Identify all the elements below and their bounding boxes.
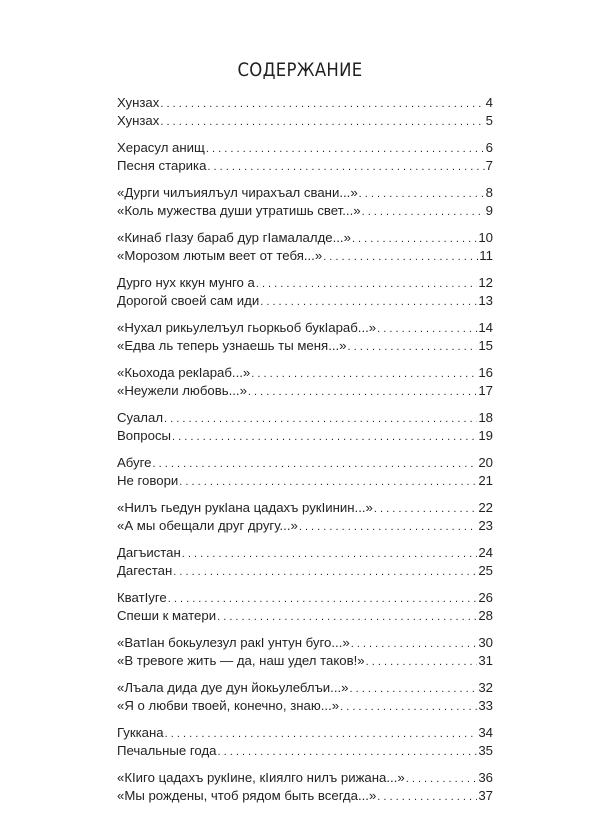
toc-group — [117, 724, 493, 760]
toc-entry[interactable] — [117, 517, 493, 535]
toc-group — [117, 679, 493, 715]
dot-leader — [248, 383, 477, 401]
dot-leader — [218, 743, 478, 761]
dot-leader — [377, 320, 477, 338]
toc-entry-title: «А мы обещали друг другу...» — [117, 518, 298, 533]
toc-entry-title: «Мы рождены, чтоб рядом быть всегда...» — [117, 788, 377, 803]
toc-entry-page-number: 36 — [478, 770, 493, 785]
toc-entry[interactable] — [117, 202, 493, 220]
dot-leader — [168, 590, 478, 608]
dot-leader — [207, 158, 484, 176]
dot-leader — [260, 293, 477, 311]
toc-entry-title: «Я о любви твоей, конечно, знаю...» — [117, 698, 340, 713]
toc-entry-page-number: 30 — [478, 635, 493, 650]
toc-entry-page-number: 9 — [485, 203, 493, 218]
toc-entry-title: «Дурги чилъиялъул чирахъал свани...» — [117, 185, 358, 200]
toc-entry-page-number: 12 — [478, 275, 493, 290]
dot-leader — [406, 770, 478, 788]
toc-entry[interactable] — [117, 337, 493, 355]
toc-group — [117, 409, 493, 445]
toc-group — [117, 94, 493, 130]
toc-entry[interactable] — [117, 769, 493, 787]
toc-group — [117, 769, 493, 805]
toc-entry[interactable] — [117, 724, 493, 742]
dot-leader — [172, 428, 477, 446]
toc-entry-title: «Едва ль теперь узнаешь ты меня...» — [117, 338, 347, 353]
toc-entry[interactable] — [117, 562, 493, 580]
toc-entry-page-number: 24 — [478, 545, 493, 560]
toc-entry-title: «Кьохода рекIараб...» — [117, 365, 251, 380]
dot-leader — [362, 203, 485, 221]
dot-leader — [206, 140, 485, 158]
toc-entry-title: «Неужели любовь...» — [117, 383, 247, 398]
toc-group — [117, 454, 493, 490]
dot-leader — [351, 635, 478, 653]
toc-entry[interactable] — [117, 472, 493, 490]
toc-entry-title: КватIуге — [117, 590, 167, 605]
toc-entry-title: «Нухал рикьулелъул гьоркьоб букIараб...» — [117, 320, 377, 335]
toc-entry-title: Спеши к матери — [117, 608, 217, 623]
toc-group — [117, 319, 493, 355]
dot-leader — [153, 455, 478, 473]
toc-entry[interactable] — [117, 94, 493, 112]
toc-group — [117, 499, 493, 535]
toc-entry-page-number: 33 — [478, 698, 493, 713]
toc-entry-page-number: 28 — [478, 608, 493, 623]
toc-entry-title: «Морозом лютым веет от тебя...» — [117, 248, 323, 263]
dot-leader — [374, 500, 477, 518]
dot-leader — [348, 338, 478, 356]
toc-entry-title: Дагъистан — [117, 545, 181, 560]
toc-entry[interactable] — [117, 184, 493, 202]
toc-entry-title: «Нилъ гьедун рукIана цадахъ рукIинин...» — [117, 500, 373, 515]
toc-entry-title: «Коль мужества души утратишь свет...» — [117, 203, 361, 218]
dot-leader — [366, 653, 478, 671]
dot-leader — [182, 545, 478, 563]
toc-entry-title: Песня старика — [117, 158, 207, 173]
toc-entry-page-number: 35 — [478, 743, 493, 758]
toc-entry[interactable] — [117, 634, 493, 652]
table-of-contents — [117, 94, 493, 814]
toc-entry-page-number: 11 — [479, 248, 493, 263]
toc-group — [117, 634, 493, 670]
toc-group — [117, 589, 493, 625]
dot-leader — [160, 113, 484, 131]
toc-entry-title: Хунзах — [117, 95, 160, 110]
toc-entry-page-number: 8 — [485, 185, 493, 200]
toc-entry-title: «В тревоге жить — да, наш удел таков!» — [117, 653, 365, 668]
toc-entry-page-number: 5 — [485, 113, 493, 128]
toc-group — [117, 274, 493, 310]
dot-leader — [179, 473, 477, 491]
toc-entry-title: Печальные года — [117, 743, 217, 758]
dot-leader — [256, 275, 478, 293]
toc-entry-page-number: 25 — [478, 563, 493, 578]
toc-entry-page-number: 26 — [478, 590, 493, 605]
toc-entry-page-number: 4 — [485, 95, 493, 110]
toc-group — [117, 229, 493, 265]
toc-entry[interactable] — [117, 364, 493, 382]
toc-entry-page-number: 21 — [478, 473, 493, 488]
toc-entry[interactable] — [117, 742, 493, 760]
dot-leader — [352, 230, 477, 248]
toc-entry[interactable] — [117, 319, 493, 337]
toc-entry-title: Абуге — [117, 455, 152, 470]
toc-entry-title: «КIиго цадахъ рукIине, кIиялго нилъ рижана...» — [117, 770, 405, 785]
toc-entry-title: Херасул анищ — [117, 140, 205, 155]
toc-entry[interactable] — [117, 454, 493, 472]
toc-entry-page-number: 34 — [478, 725, 493, 740]
toc-entry-title: Дурго нух ккун мунго а — [117, 275, 255, 290]
toc-entry[interactable] — [117, 292, 493, 310]
page-title: СОДЕРЖАНИЕ — [237, 58, 363, 81]
toc-entry[interactable] — [117, 499, 493, 517]
dot-leader — [340, 698, 477, 716]
toc-entry[interactable] — [117, 679, 493, 697]
toc-entry[interactable] — [117, 139, 493, 157]
dot-leader — [377, 788, 477, 806]
dot-leader — [359, 185, 485, 203]
toc-entry-title: Суалал — [117, 410, 164, 425]
toc-entry-title: Вопросы — [117, 428, 172, 443]
toc-entry[interactable] — [117, 544, 493, 562]
toc-entry-page-number: 31 — [478, 653, 493, 668]
toc-entry-page-number: 7 — [485, 158, 493, 173]
dot-leader — [165, 725, 478, 743]
toc-entry[interactable] — [117, 589, 493, 607]
dot-leader — [299, 518, 478, 536]
toc-entry[interactable] — [117, 274, 493, 292]
toc-entry-title: Не говори — [117, 473, 179, 488]
toc-entry-title: Гуккана — [117, 725, 164, 740]
toc-entry-title: «Лъала дида дуе дун йокьулеблъи...» — [117, 680, 349, 695]
toc-entry-title: Дорогой своей сам иди — [117, 293, 260, 308]
toc-entry-page-number: 37 — [478, 788, 493, 803]
toc-entry-page-number: 20 — [478, 455, 493, 470]
toc-entry-page-number: 6 — [485, 140, 493, 155]
toc-entry[interactable] — [117, 607, 493, 625]
toc-entry[interactable] — [117, 247, 493, 265]
toc-group — [117, 184, 493, 220]
toc-entry-page-number: 17 — [478, 383, 493, 398]
toc-entry-title: «Кинаб гIазу бараб дур гIамалалде...» — [117, 230, 351, 245]
toc-entry-page-number: 22 — [478, 500, 493, 515]
dot-leader — [217, 608, 477, 626]
toc-entry[interactable] — [117, 409, 493, 427]
toc-entry-page-number: 13 — [478, 293, 493, 308]
toc-entry[interactable] — [117, 787, 493, 805]
toc-entry-page-number: 10 — [478, 230, 493, 245]
toc-entry-title: «ВатIан бокьулезул ракI унтун буго...» — [117, 635, 350, 650]
toc-entry[interactable] — [117, 112, 493, 130]
toc-entry[interactable] — [117, 229, 493, 247]
toc-entry-page-number: 32 — [478, 680, 493, 695]
toc-entry-page-number: 23 — [478, 518, 493, 533]
toc-group — [117, 364, 493, 400]
toc-entry-page-number: 14 — [478, 320, 493, 335]
toc-entry[interactable] — [117, 157, 493, 175]
toc-entry-title: Дагестан — [117, 563, 173, 578]
toc-entry-page-number: 19 — [478, 428, 493, 443]
toc-entry-page-number: 18 — [478, 410, 493, 425]
dot-leader — [173, 563, 477, 581]
dot-leader — [164, 410, 477, 428]
toc-group — [117, 139, 493, 175]
toc-group — [117, 544, 493, 580]
toc-entry[interactable] — [117, 427, 493, 445]
toc-entry[interactable] — [117, 652, 493, 670]
dot-leader — [350, 680, 478, 698]
dot-leader — [160, 95, 484, 113]
toc-entry[interactable] — [117, 382, 493, 400]
toc-entry[interactable] — [117, 697, 493, 715]
dot-leader — [251, 365, 477, 383]
toc-entry-page-number: 16 — [478, 365, 493, 380]
toc-entry-title: Хунзах — [117, 113, 160, 128]
toc-entry-page-number: 15 — [478, 338, 493, 353]
dot-leader — [323, 248, 478, 266]
